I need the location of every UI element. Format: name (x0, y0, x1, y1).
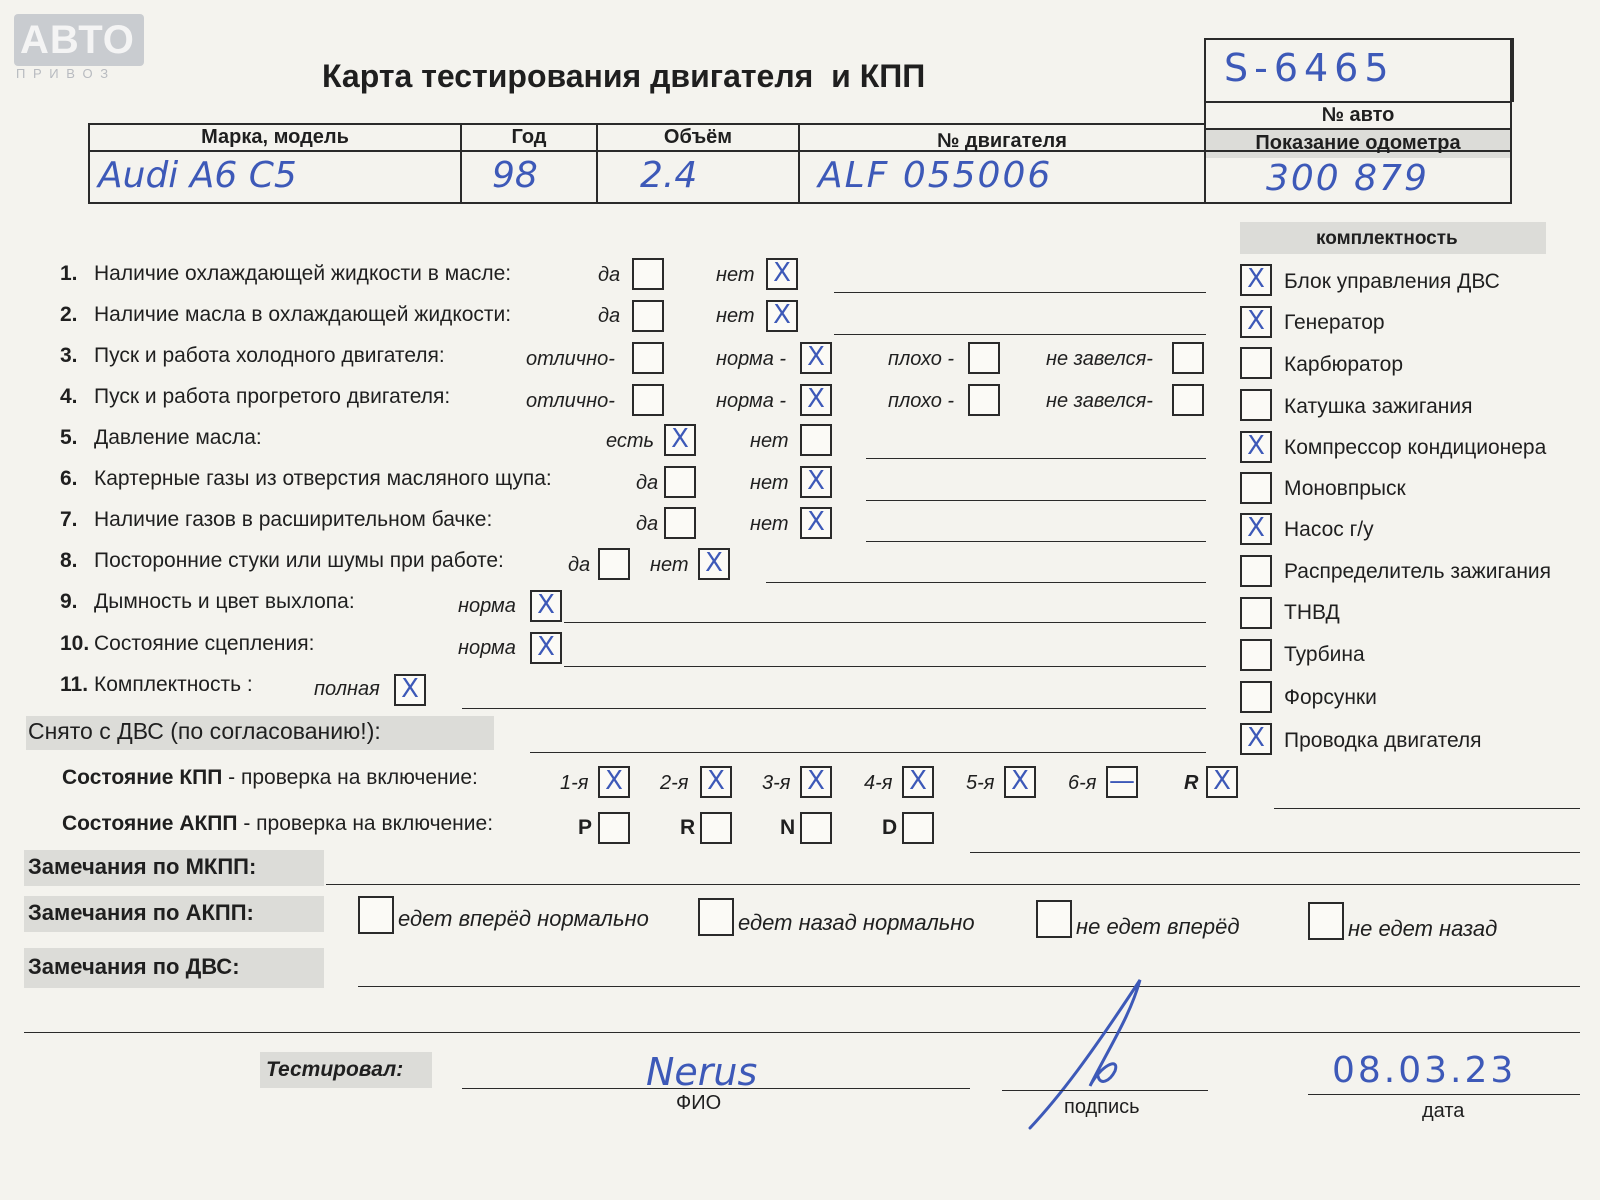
gear-mark: — (1109, 766, 1135, 796)
at-gear-label: D (882, 816, 898, 839)
mt-label-sub: - проверка на включение: (222, 766, 478, 789)
check-row-text: Наличие масла в охлаждающей жидкости: (94, 303, 512, 326)
checkbox[interactable] (1172, 342, 1204, 374)
option-label: да (568, 554, 591, 576)
gear-checkbox[interactable] (902, 766, 934, 798)
checkbox[interactable] (632, 384, 664, 416)
check-mark: X (773, 258, 791, 288)
gear-checkbox[interactable] (1004, 766, 1036, 798)
at-option-label: не едет вперёд (1076, 914, 1240, 939)
check-row-text: Пуск и работа холодного двигателя: (94, 344, 445, 367)
gear-checkbox[interactable] (800, 766, 832, 798)
option-label: плохо - (888, 390, 955, 412)
checkbox[interactable] (598, 548, 630, 580)
header-make: Марка, модель (201, 126, 349, 148)
at-option-label: едет вперёд нормально (398, 906, 649, 931)
option-label: да (598, 264, 621, 286)
gear-label: 1-я (560, 772, 589, 794)
check-row-text: Посторонние стуки или шумы при работе: (94, 549, 504, 572)
option-label: плохо - (888, 348, 955, 370)
gear-checkbox[interactable] (700, 766, 732, 798)
kit-item: Насос г/у (1284, 518, 1374, 541)
check-row-text: Давление масла: (94, 426, 262, 449)
check-row-text: Картерные газы из отверстия масляного щупа: (94, 467, 552, 490)
option-label: не завелся- (1046, 348, 1153, 370)
gear-mark: X (605, 766, 623, 796)
checkbox[interactable] (664, 507, 696, 539)
at-label-sub: - проверка на включение: (237, 812, 494, 835)
volume-value: 2.4 (640, 155, 698, 196)
option-label: не завелся- (1046, 390, 1153, 412)
kit-checkbox[interactable] (1240, 306, 1272, 338)
odometer-label: Показание одометра (1255, 132, 1461, 154)
check-row-num: 1. (60, 262, 78, 285)
check-mark: X (671, 424, 689, 454)
gear-label: 4-я (864, 772, 893, 794)
checkbox[interactable] (766, 258, 798, 290)
at-label (62, 812, 493, 836)
logo (14, 14, 144, 66)
gear-label: 2-я (660, 772, 689, 794)
remarks-mt-label: Замечания по МКПП: (28, 854, 257, 879)
removed-label: Снято с ДВС (по согласованию!): (28, 718, 381, 744)
gear-label: 3-я (762, 772, 791, 794)
remarks-at-label: Замечания по АКПП: (28, 900, 254, 925)
option-label: да (636, 513, 659, 535)
car-number-box (1204, 38, 1514, 102)
checkbox[interactable] (766, 300, 798, 332)
kit-checkbox[interactable] (1240, 555, 1272, 587)
option-label: норма (458, 595, 516, 617)
checkbox[interactable] (530, 590, 562, 622)
option-label: норма - (716, 390, 787, 412)
at-gear-label: P (578, 816, 593, 839)
at-option-checkbox[interactable] (698, 898, 734, 936)
checkbox[interactable] (800, 424, 832, 456)
check-row-num: 3. (60, 344, 78, 367)
year-value: 98 (492, 155, 538, 196)
check-row-num: 8. (60, 549, 78, 572)
checkbox[interactable] (800, 507, 832, 539)
logo-main: АВТО (20, 18, 135, 62)
engine-value: ALF 055006 (818, 155, 1053, 196)
check-mark: X (1247, 513, 1265, 543)
kit-item: Проводка двигателя (1284, 729, 1482, 752)
kit-checkbox[interactable] (1240, 431, 1272, 463)
kit-checkbox[interactable] (1240, 597, 1272, 629)
at-gear-checkbox[interactable] (700, 812, 732, 844)
kit-checkbox[interactable] (1240, 681, 1272, 713)
option-label: нет (750, 472, 789, 494)
kit-item: Моновпрыск (1284, 477, 1406, 500)
car-number-value: S-6465 (1224, 46, 1395, 90)
gear-checkbox[interactable] (1206, 766, 1238, 798)
check-mark: X (773, 300, 791, 330)
logo-sub: П Р И В О З (16, 66, 111, 81)
kit-checkbox[interactable] (1240, 723, 1272, 755)
at-option-label: не едет назад (1348, 916, 1498, 941)
fio-value: Nerus (646, 1050, 758, 1094)
option-label: отлично- (526, 348, 615, 370)
kit-checkbox[interactable] (1240, 264, 1272, 296)
date-value: 08.03.23 (1332, 1050, 1517, 1091)
kit-checkbox[interactable] (1240, 513, 1272, 545)
option-label: есть (606, 430, 655, 452)
option-label: нет (716, 305, 755, 327)
gear-mark: X (707, 766, 725, 796)
at-label-bold: Состояние АКПП (62, 812, 238, 835)
checkbox[interactable] (968, 342, 1000, 374)
kit-item: Турбина (1284, 643, 1365, 666)
at-gear-checkbox[interactable] (800, 812, 832, 844)
make-value: Audi A6 C5 (98, 155, 297, 196)
checkbox[interactable] (664, 424, 696, 456)
at-gear-checkbox[interactable] (598, 812, 630, 844)
check-mark: X (537, 632, 555, 662)
gear-mark: X (1213, 766, 1231, 796)
gear-mark: X (1011, 766, 1029, 796)
check-row-text: Пуск и работа прогретого двигателя: (94, 385, 451, 408)
checkbox[interactable] (800, 384, 832, 416)
kit-item: Генератор (1284, 311, 1385, 334)
checkbox[interactable] (394, 674, 426, 706)
fio-label: ФИО (676, 1092, 722, 1114)
gear-label: 6-я (1068, 772, 1097, 794)
check-row-num: 11. (60, 673, 89, 696)
gear-checkbox[interactable] (1106, 766, 1138, 798)
check-row-text: Комплектность : (94, 673, 253, 696)
checkbox[interactable] (800, 342, 832, 374)
tested-by-label: Тестировал: (266, 1058, 404, 1081)
checkbox[interactable] (664, 466, 696, 498)
kit-item: ТНВД (1284, 601, 1340, 624)
mt-label-bold: Состояние КПП (62, 766, 223, 789)
check-mark: X (401, 674, 419, 704)
gear-mark: X (807, 766, 825, 796)
option-label: отлично- (526, 390, 615, 412)
option-label: норма - (716, 348, 787, 370)
at-option-label: едет назад нормально (738, 910, 975, 935)
check-mark: X (807, 384, 825, 414)
kit-checkbox[interactable] (1240, 389, 1272, 421)
check-mark: X (807, 342, 825, 372)
kit-checkbox[interactable] (1240, 472, 1272, 504)
check-row-num: 4. (60, 385, 78, 408)
check-mark: X (705, 548, 723, 578)
at-option-checkbox[interactable] (358, 896, 394, 934)
check-row-num: 9. (60, 590, 78, 613)
check-row-text: Наличие газов в расширительном бачке: (94, 508, 493, 531)
check-row-num: 5. (60, 426, 78, 449)
kit-checkbox[interactable] (1240, 347, 1272, 379)
option-label: норма (458, 637, 516, 659)
check-row-num: 10. (60, 632, 90, 655)
at-gear-checkbox[interactable] (902, 812, 934, 844)
option-label: нет (716, 264, 755, 286)
kit-title: комплектность (1316, 228, 1458, 249)
checkbox[interactable] (800, 466, 832, 498)
mt-label (62, 766, 478, 790)
option-label: нет (750, 430, 789, 452)
checkbox[interactable] (632, 300, 664, 332)
remarks-engine-label: Замечания по ДВС: (28, 954, 240, 979)
header-volume: Объём (663, 126, 733, 148)
check-mark: X (807, 466, 825, 496)
option-label: да (598, 305, 621, 327)
gear-label: R (1184, 772, 1199, 794)
check-mark: X (807, 507, 825, 537)
gear-mark: X (909, 766, 927, 796)
check-row-num: 7. (60, 508, 78, 531)
gear-checkbox[interactable] (598, 766, 630, 798)
checkbox[interactable] (968, 384, 1000, 416)
at-gear-label: N (780, 816, 796, 839)
sign-label: подпись (1064, 1096, 1140, 1118)
check-row-num: 6. (60, 467, 78, 490)
option-label: полная (314, 678, 380, 700)
checkbox[interactable] (632, 258, 664, 290)
checkbox[interactable] (698, 548, 730, 580)
kit-item: Карбюратор (1284, 353, 1404, 376)
check-mark: X (1247, 723, 1265, 753)
gear-label: 5-я (966, 772, 995, 794)
check-row-text: Дымность и цвет выхлопа: (94, 590, 355, 613)
at-option-checkbox[interactable] (1036, 900, 1072, 938)
at-option-checkbox[interactable] (1308, 902, 1344, 940)
check-row-text: Состояние сцепления: (94, 632, 315, 655)
date-label: дата (1422, 1100, 1465, 1122)
check-row-num: 2. (60, 303, 78, 326)
check-row-text: Наличие охлаждающей жидкости в масле: (94, 262, 512, 285)
kit-item: Компрессор кондиционера (1284, 436, 1547, 459)
at-gear-label: R (680, 816, 696, 839)
odometer-value: 300 879 (1266, 158, 1429, 199)
check-mark: X (1247, 306, 1265, 336)
checkbox[interactable] (632, 342, 664, 374)
checkbox[interactable] (530, 632, 562, 664)
header-year: Год (511, 126, 547, 148)
option-label: нет (750, 513, 789, 535)
car-number-label: № авто (1321, 104, 1395, 126)
page-title: Карта тестирования двигателя и КПП (322, 58, 926, 94)
kit-item: Блок управления ДВС (1284, 270, 1500, 293)
check-mark: X (537, 590, 555, 620)
option-label: да (636, 472, 659, 494)
kit-item: Распределитель зажигания (1284, 560, 1552, 583)
option-label: нет (650, 554, 689, 576)
check-mark: X (1247, 264, 1265, 294)
kit-checkbox[interactable] (1240, 639, 1272, 671)
check-mark: X (1247, 431, 1265, 461)
kit-item: Катушка зажигания (1284, 395, 1473, 418)
checkbox[interactable] (1172, 384, 1204, 416)
kit-item: Форсунки (1284, 686, 1377, 709)
header-engine: № двигателя (937, 130, 1067, 152)
